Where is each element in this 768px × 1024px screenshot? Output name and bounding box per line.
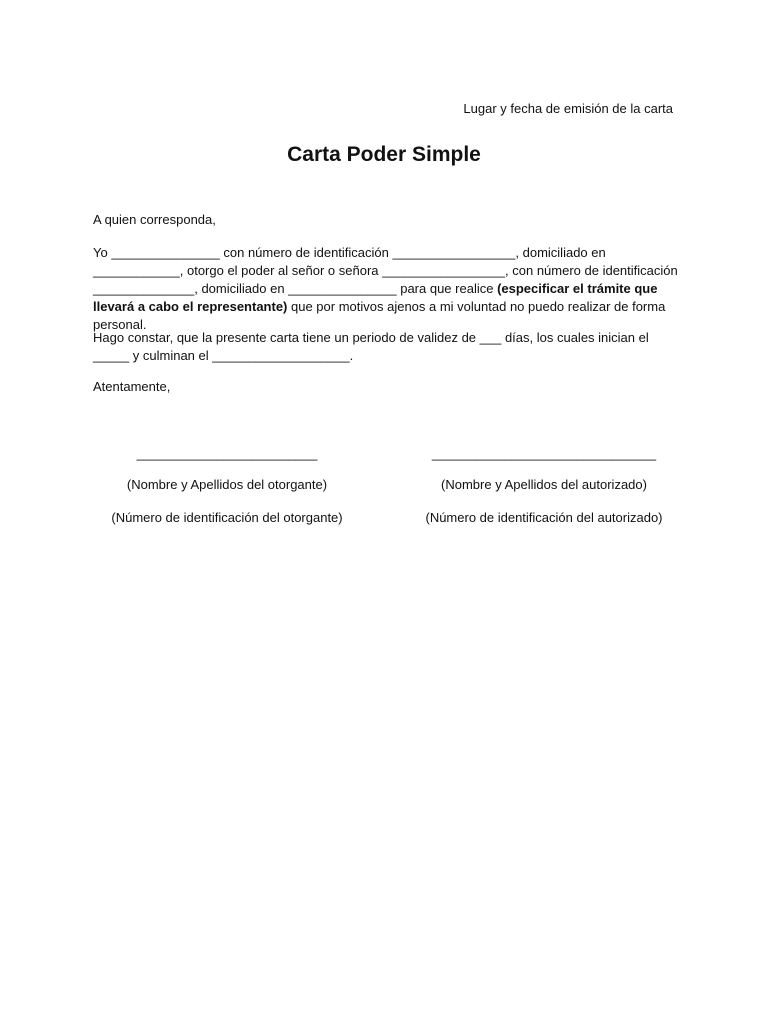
paragraph-grant-power-text-2: que por motivos ajenos a mi voluntad no puedo realizar de forma personal. — [93, 299, 666, 332]
document-title: Carta Poder Simple — [287, 143, 481, 166]
authorized-id-label: (Número de identificación del autorizado) — [425, 510, 663, 525]
paragraph-grant-power — [93, 244, 678, 334]
signature-line-grantor: _________________________ — [136, 446, 318, 461]
signature-line-authorized: _______________________________ — [431, 446, 657, 461]
greeting: A quien corresponda, — [93, 212, 216, 227]
paragraph-grant-power-bold: (especificar el trámite que llevará a cabo el representante) — [93, 281, 658, 314]
paragraph-grant-power-text-1: Yo _______________ con número de identificación _________________, domiciliado en ____________, otorgo el poder al señor o señora _________________, con número de identificación ______________, domiciliado en _______________ para que realice — [93, 245, 678, 296]
signature-block-authorized — [394, 445, 694, 527]
closing: Atentamente, — [93, 379, 171, 394]
paragraph-validity: Hago constar, que la presente carta tiene un periodo de validez de ___ días, los cuales inician el _____ y culminan el ___________________. — [93, 330, 649, 363]
signature-block-grantor — [77, 445, 377, 527]
grantor-name-label: (Nombre y Apellidos del otorgante) — [126, 477, 328, 492]
authorized-name-label: (Nombre y Apellidos del autorizado) — [441, 477, 647, 492]
place-date-line: Lugar y fecha de emisión de la carta — [463, 101, 673, 116]
grantor-id-label: (Número de identificación del otorgante) — [111, 510, 343, 525]
